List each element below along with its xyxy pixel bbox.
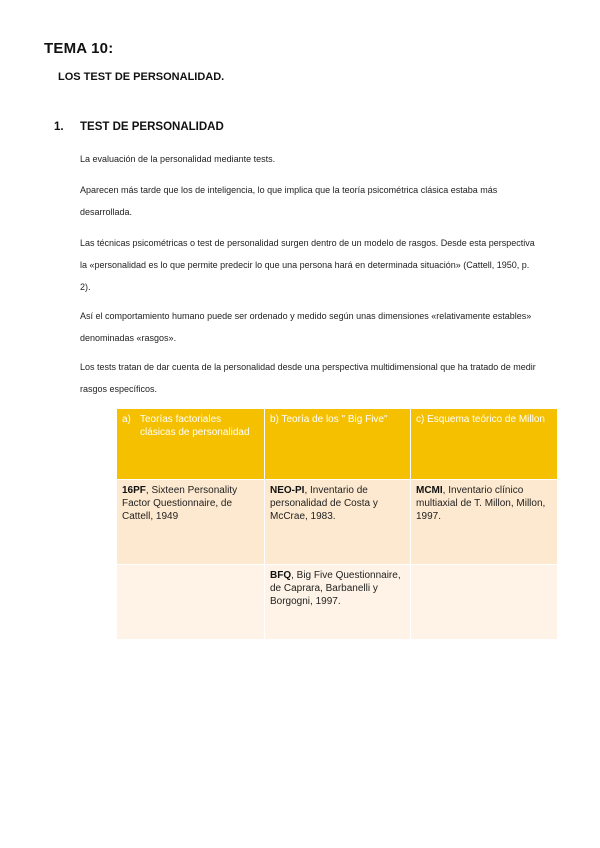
- table-cell: [117, 480, 265, 565]
- header-text: c) Esquema teórico de Millon: [416, 414, 545, 425]
- header-text: Teorías factoriales clásicas de personalidad: [140, 414, 250, 438]
- section-heading: [54, 121, 224, 133]
- table-cell: [265, 565, 411, 640]
- test-acronym: BFQ: [270, 570, 292, 581]
- table-cell-empty: [117, 565, 265, 640]
- chapter-subtitle: LOS TEST DE PERSONALIDAD.: [58, 71, 225, 83]
- table-header-cell: [265, 409, 411, 480]
- paragraph: Así el comportamiento humano puede ser ordenado y medido según unas dimensiones «relativamente estables» denominadas «rasgos».: [80, 311, 532, 343]
- table-cell-empty: [411, 565, 558, 640]
- paragraph: Los tests tratan de dar cuenta de la personalidad desde una perspectiva multidimensional que ha tratado de medir rasgos específicos.: [80, 362, 536, 394]
- personality-tests-table: [116, 408, 558, 640]
- test-acronym: MCMI: [416, 485, 443, 496]
- section-title: TEST DE PERSONALIDAD: [80, 121, 224, 133]
- table-cell: [265, 480, 411, 565]
- paragraph: Aparecen más tarde que los de inteligencia, lo que implica que la teoría psicométrica clásica estaba más desarrollada.: [80, 185, 498, 217]
- table-header-row: [117, 409, 558, 480]
- paragraph: La evaluación de la personalidad mediante tests.: [80, 154, 276, 164]
- table-header-cell: [117, 409, 265, 480]
- chapter-title: TEMA 10:: [44, 40, 114, 57]
- table-header-cell: [411, 409, 558, 480]
- table-row: [117, 480, 558, 565]
- test-acronym: NEO-PI: [270, 485, 305, 496]
- test-description: , Inventario clínico multiaxial de T. Millon, Millon, 1997.: [416, 485, 546, 522]
- test-description: , Big Five Questionnaire, de Caprara, Barbanelli y Borgogni, 1997.: [270, 570, 401, 607]
- header-text: b) Teoría de los " Big Five": [270, 414, 388, 425]
- section-number: 1.: [54, 121, 64, 133]
- table-row: [117, 565, 558, 640]
- table-cell: [411, 480, 558, 565]
- test-description: , Inventario de personalidad de Costa y McCrae, 1983.: [270, 485, 378, 522]
- test-description: , Sixteen Personality Factor Questionnaire, de Cattell, 1949: [122, 485, 238, 522]
- paragraph: Las técnicas psicométricas o test de personalidad surgen dentro de un modelo de rasgos. Desde esta perspectiva la «personalidad es lo que permite predecir lo que una persona hará en determinada situación» (Cattell, 1950, p. 2).: [80, 238, 535, 292]
- header-label: a): [122, 414, 131, 425]
- test-acronym: 16PF: [122, 485, 146, 496]
